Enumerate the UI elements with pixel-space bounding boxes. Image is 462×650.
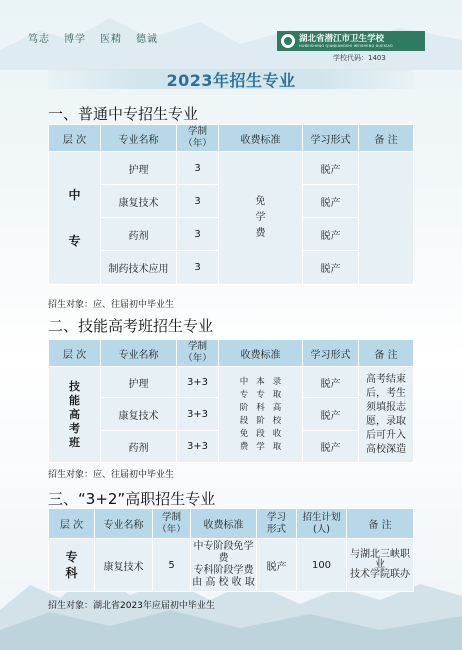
years-cell: 3 — [177, 251, 219, 285]
major-cell: 康复技术 — [95, 539, 153, 592]
header-major: 专业名称 — [101, 340, 177, 367]
title-banner — [48, 69, 414, 89]
years-cell: 3+3 — [177, 431, 219, 463]
major-cell: 护理 — [101, 152, 177, 185]
years-cell: 3 — [177, 185, 219, 218]
header-plan: 招生计划 (人) — [297, 509, 347, 539]
header-years: 学制 （年） — [177, 125, 219, 152]
section3-note: 招生对象：湖北省2023年应届初中毕业生 — [48, 601, 215, 611]
mode-cell: 脱产 — [303, 218, 359, 251]
header-remark: 备 注 — [359, 125, 414, 152]
header-major: 专业名称 — [95, 509, 153, 539]
level-cell: 中 专 — [49, 152, 101, 285]
major-cell: 护理 — [101, 367, 177, 398]
page-title: 2023年招生专业 — [166, 70, 296, 90]
mode-cell: 脱产 — [303, 251, 359, 285]
school-logo-icon — [281, 34, 295, 48]
header-level: 层 次 — [49, 340, 101, 367]
school-header-bar — [277, 31, 425, 51]
header-fee: 收费标准 — [219, 125, 303, 152]
header-fee: 收费标准 — [191, 509, 257, 539]
motto-word: 笃志 — [28, 34, 50, 45]
header-mode: 学习形式 — [303, 125, 359, 152]
remark-cell: 高考结束 后，考生 须填报志 愿，录取 后可升入 高校深造 — [359, 367, 414, 463]
major-cell: 制药技术应用 — [101, 251, 177, 285]
remark-cell: 与湖北三峡职业 技术学院联办 — [347, 539, 414, 592]
fee-cell: 中 专 阶 段 免 费 本 专 科 阶 段 学 录 取 高 校 收 取 — [219, 367, 303, 463]
mode-cell: 脱产 — [303, 185, 359, 218]
header-years: 学制 （年） — [153, 509, 191, 539]
major-cell: 康复技术 — [101, 398, 177, 431]
major-cell: 药剂 — [101, 218, 177, 251]
header-mode: 学习形式 — [303, 340, 359, 367]
motto-word: 德诚 — [136, 34, 158, 45]
header-years: 学制 （年） — [177, 340, 219, 367]
header-remark: 备 注 — [359, 340, 414, 367]
years-cell: 3 — [177, 152, 219, 185]
header-remark: 备 注 — [347, 509, 414, 539]
years-cell: 3 — [177, 218, 219, 251]
school-name: 湖北省潜江市卫生学校 — [299, 33, 385, 44]
school-code: 学校代码：1403 — [333, 54, 386, 62]
section2-table — [48, 339, 414, 463]
motto-word: 医精 — [100, 34, 122, 45]
mode-cell: 脱产 — [303, 367, 359, 398]
header-level: 层 次 — [49, 125, 101, 152]
fee-cell: 免 学 费 — [219, 152, 303, 285]
section1-table — [48, 124, 414, 285]
section3-table — [48, 508, 414, 592]
section3-heading: 三、“3+2”高职招生专业 — [48, 490, 216, 508]
section1-note: 招生对象：应、往届初中毕业生 — [48, 300, 175, 310]
motto — [28, 30, 158, 45]
section1-heading: 一、普通中专招生专业 — [48, 105, 199, 123]
school-name-en: HUBEISHENG QIANJIANGSHI WEISHENG XUEXIAO — [299, 43, 393, 48]
plan-cell: 100 — [297, 539, 347, 592]
header-mode: 学习 形式 — [257, 509, 297, 539]
years-cell: 5 — [153, 539, 191, 592]
mode-cell: 脱产 — [303, 152, 359, 185]
section2-note: 招生对象：应、往届初中毕业生 — [48, 470, 175, 480]
major-cell: 药剂 — [101, 431, 177, 463]
fee-cell: 中专阶段免学费 专科阶段学费 由 高 校 收 取 — [191, 539, 257, 592]
motto-word: 博学 — [64, 34, 86, 45]
level-cell: 专 科 — [49, 539, 95, 592]
section2-heading: 二、技能高考班招生专业 — [48, 317, 214, 335]
years-cell: 3+3 — [177, 367, 219, 398]
header-major: 专业名称 — [101, 125, 177, 152]
mode-cell: 脱产 — [257, 539, 297, 592]
header-level: 层 次 — [49, 509, 95, 539]
years-cell: 3+3 — [177, 398, 219, 431]
major-cell: 康复技术 — [101, 185, 177, 218]
header-fee: 收费标准 — [219, 340, 303, 367]
mode-cell: 脱产 — [303, 431, 359, 463]
remark-cell — [359, 152, 414, 285]
mode-cell: 脱产 — [303, 398, 359, 431]
level-cell: 技 能 高 考 班 — [49, 367, 101, 463]
